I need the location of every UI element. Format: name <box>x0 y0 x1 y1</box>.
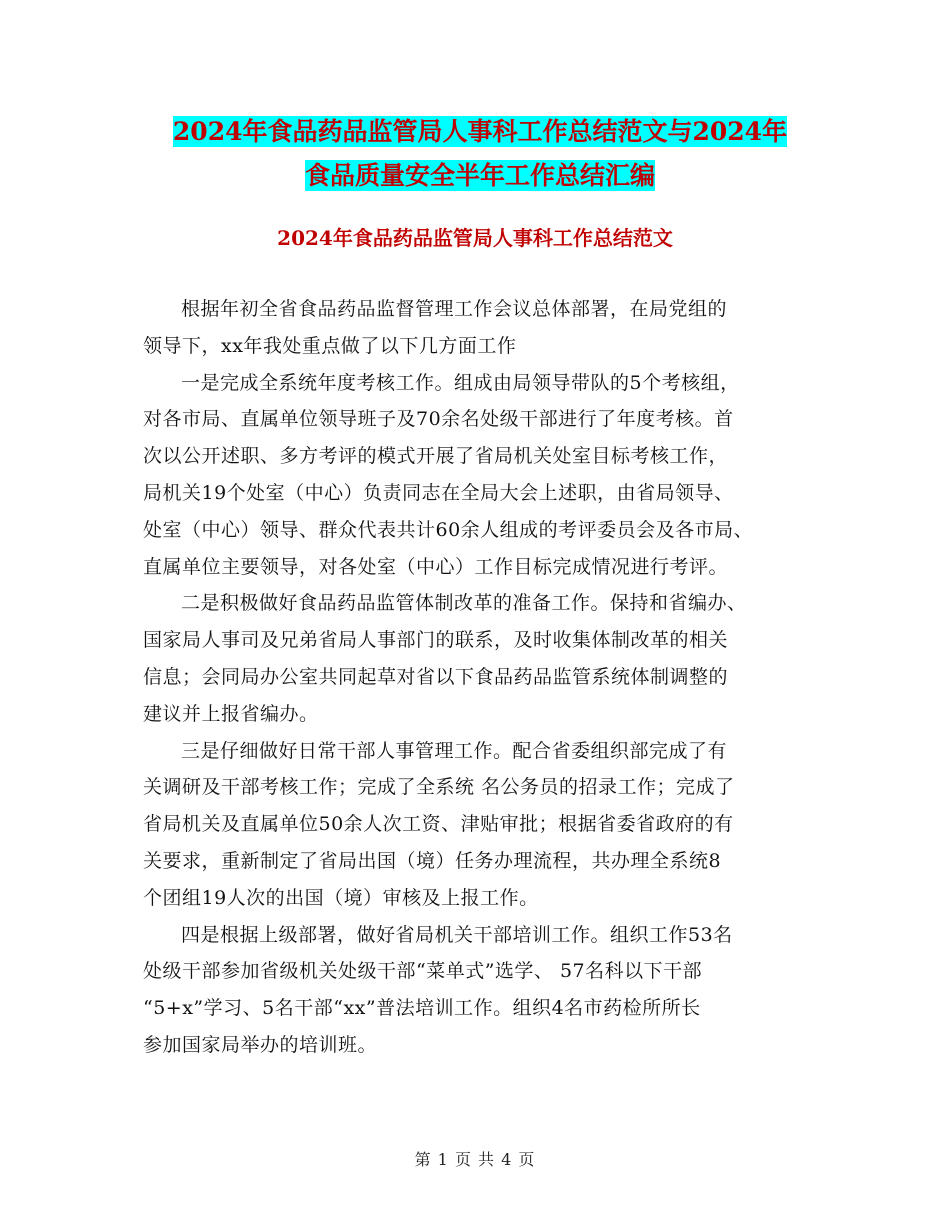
paragraph-line: 对各市局、直属单位领导班子及70余名处级干部进行了年度考核。首 <box>143 408 734 431</box>
paragraph-line: 二是积极做好食品药品监管体制改革的准备工作。保持和省编办、 <box>181 592 747 615</box>
document-title-line2: 食品质量安全半年工作总结汇编 <box>304 161 655 190</box>
paragraph-line: 局机关19个处室（中心）负责同志在全局大会上述职，由省局领导、 <box>143 481 734 504</box>
paragraph-line: 省局机关及直属单位50余人次工资、津贴审批；根据省委省政府的有 <box>143 813 734 836</box>
paragraph-3 <box>143 585 815 732</box>
paragraph-line: 关调研及干部考核工作；完成了全系统 名公务员的招录工作；完成了 <box>143 776 735 799</box>
document-body <box>143 291 815 1064</box>
paragraph-line: 领导下，xx年我处重点做了以下几方面工作 <box>143 334 517 357</box>
paragraph-line: 三是仔细做好日常干部人事管理工作。配合省委组织部完成了有 <box>181 739 728 762</box>
paragraph-line: 直属单位主要领导，对各处室（中心）工作目标完成情况进行考评。 <box>143 555 729 578</box>
paragraph-line: 个团组19人次的出国（境）审核及上报工作。 <box>143 886 539 909</box>
document-title <box>140 110 820 198</box>
paragraph-line: 信息；会同局办公室共同起草对省以下食品药品监管系统体制调整的 <box>143 665 729 688</box>
paragraph-2 <box>143 365 815 586</box>
paragraph-line: 建议并上报省编办。 <box>143 702 319 725</box>
paragraph-4 <box>143 733 815 917</box>
paragraph-line: “5+x”学习、5名干部“xx”普法培训工作。组织4名市药检所所长 <box>143 997 701 1020</box>
page-footer: 第 1 页 共 4 页 <box>414 1150 536 1169</box>
section-title: 2024年食品药品监管局人事科工作总结范文 <box>277 226 673 250</box>
document-title-line1: 2024年食品药品监管局人事科工作总结范文与2024年 <box>172 117 788 146</box>
paragraph-line: 根据年初全省食品药品监督管理工作会议总体部署，在局党组的 <box>181 298 728 320</box>
paragraph-line: 次以公开述职、多方考评的模式开展了省局机关处室目标考核工作， <box>143 445 729 468</box>
paragraph-line: 参加国家局举办的培训班。 <box>143 1033 378 1056</box>
paragraph-5 <box>143 917 815 1064</box>
paragraph-line: 国家局人事司及兄弟省局人事部门的联系，及时收集体制改革的相关 <box>143 629 729 652</box>
paragraph-line: 处室（中心）领导、群众代表共计60余人组成的考评委员会及各市局、 <box>143 518 754 541</box>
paragraph-line: 关要求，重新制定了省局出国（境）任务办理流程，共办理全系统8 <box>143 849 722 872</box>
paragraph-line: 四是根据上级部署，做好省局机关干部培训工作。组织工作53名 <box>181 923 733 946</box>
paragraph-1 <box>143 291 815 365</box>
paragraph-line: 处级干部参加省级机关处级干部“菜单式”选学、 57名科以下干部 <box>143 960 703 983</box>
paragraph-line: 一是完成全系统年度考核工作。组成由局领导带队的5个考核组， <box>181 371 740 394</box>
